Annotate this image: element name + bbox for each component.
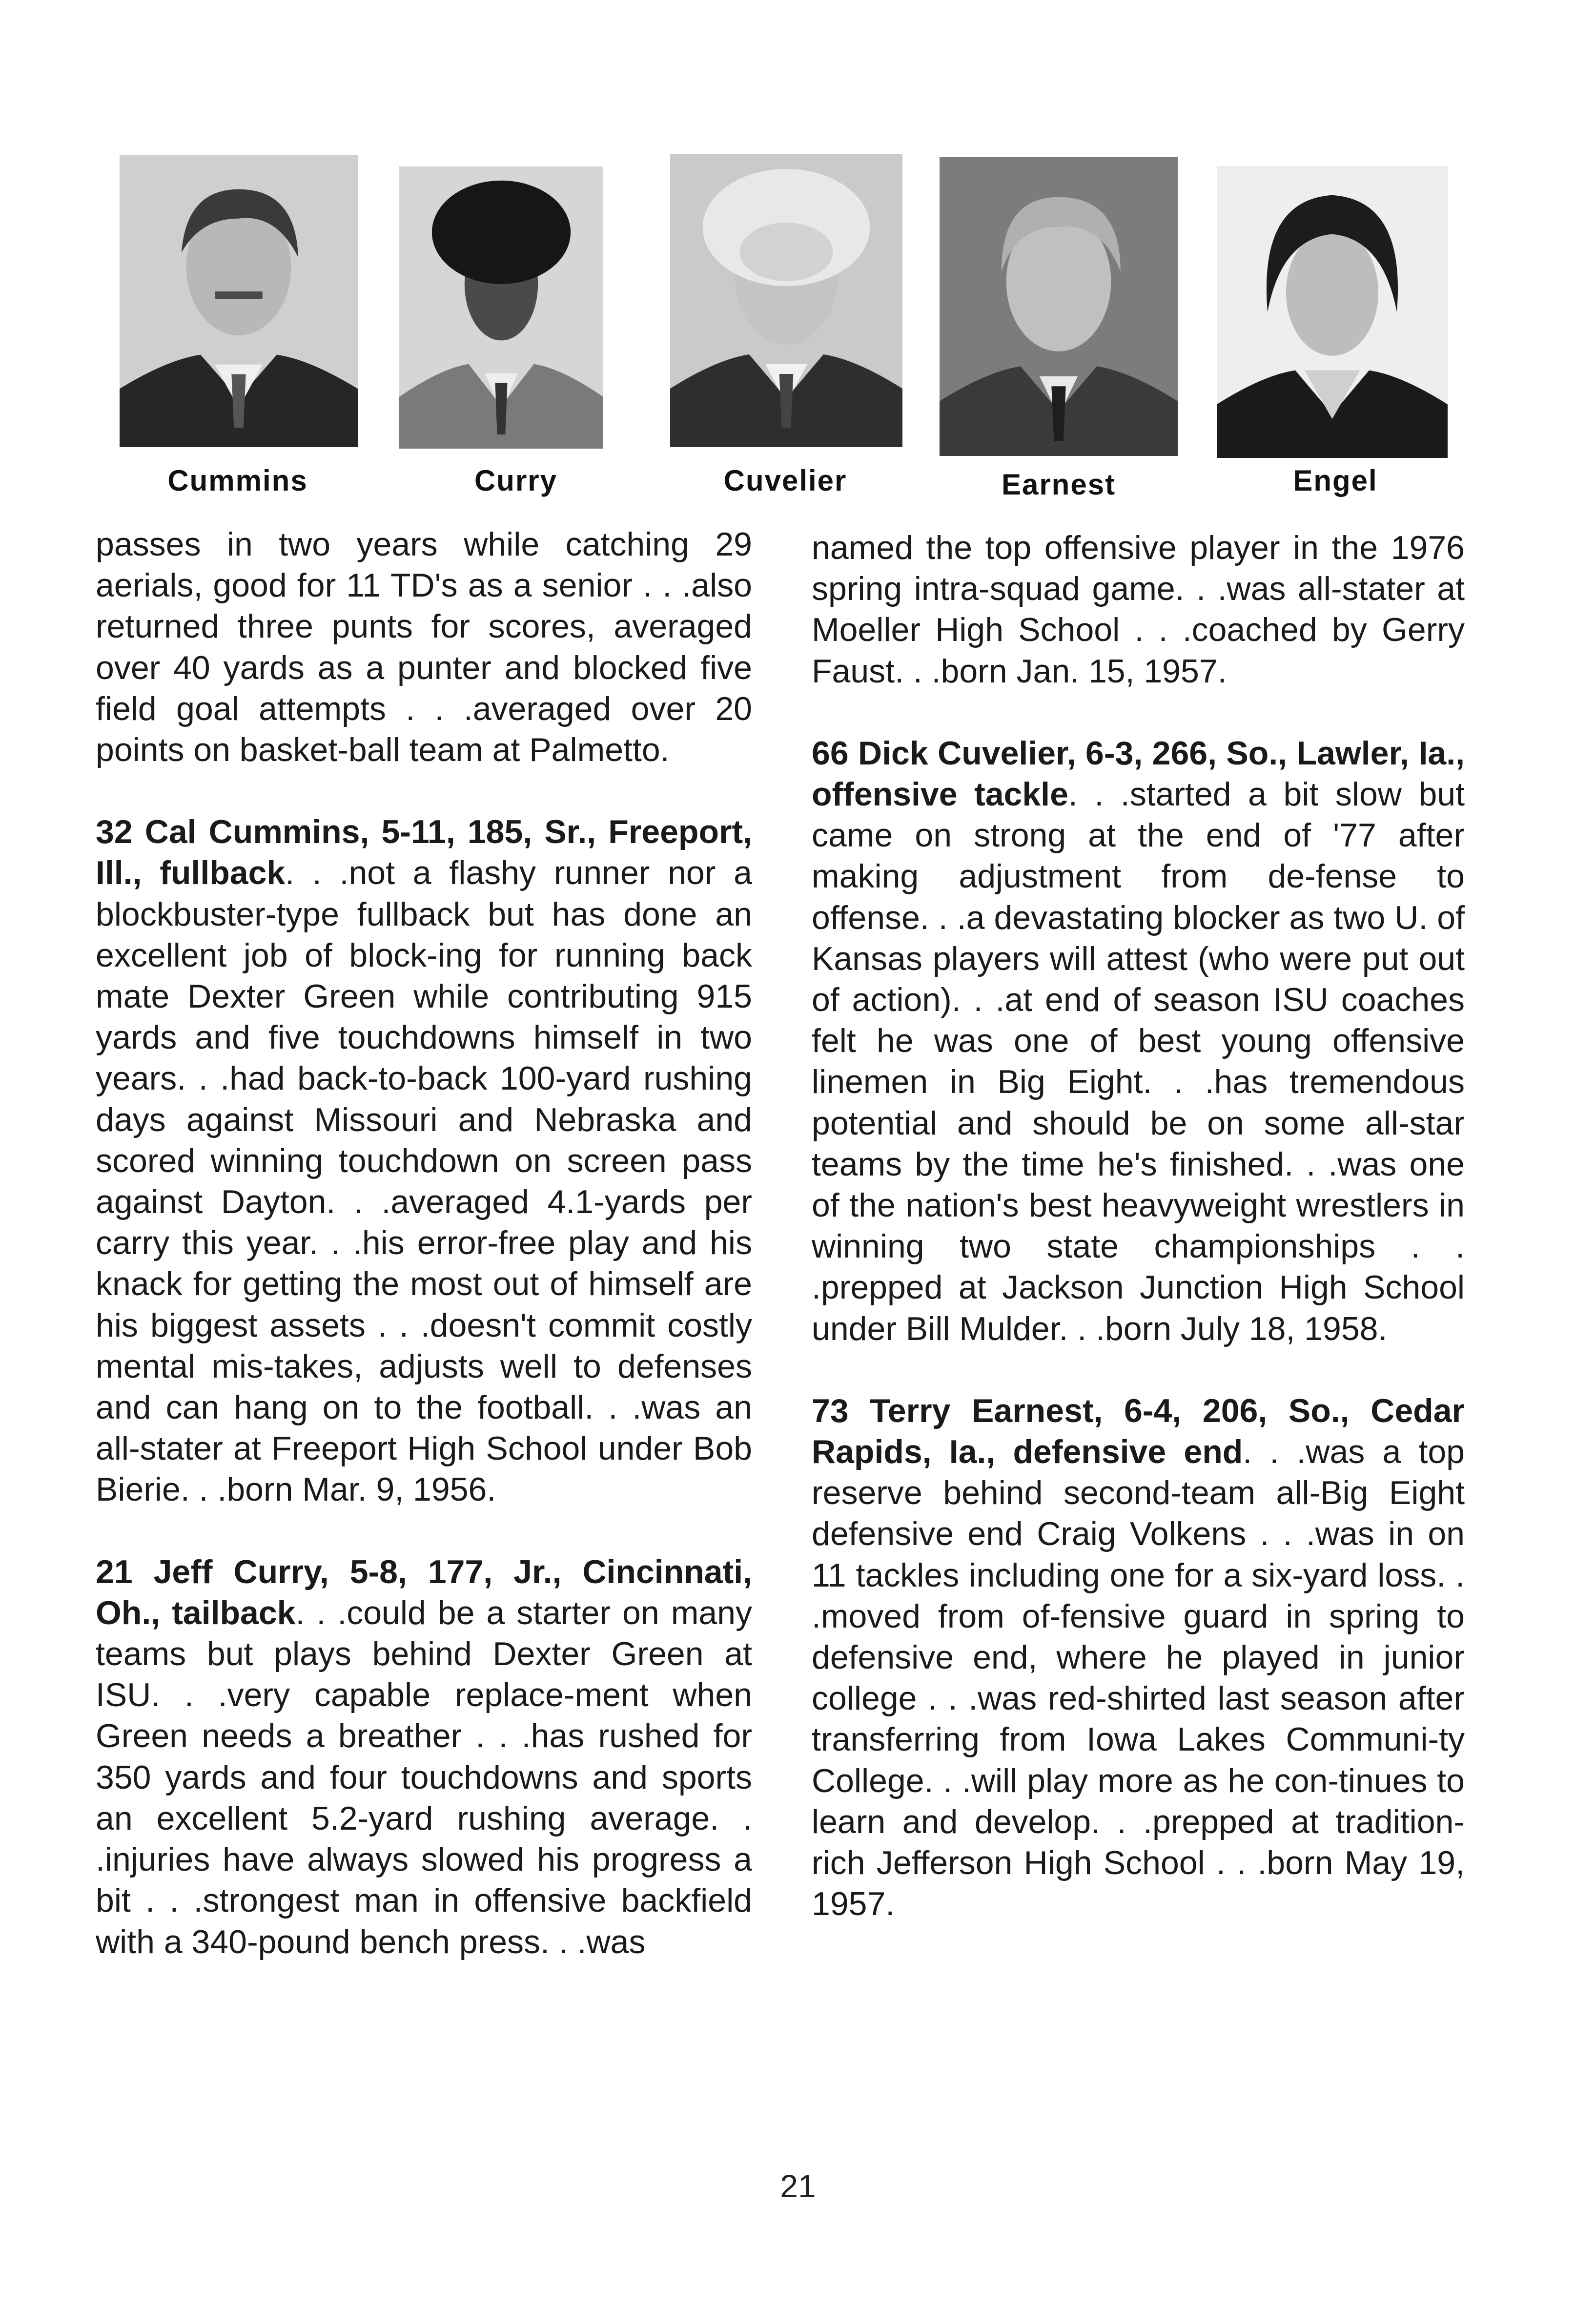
player-bio: . . .was a top reserve behind second-team all-Big Eight defensive end Craig Volkens . . .was in on 11 tackles including one for a six-yard loss. . .moved from of-fensive guard in spring to defensive end, where he played in junior college . . .was red-shirted last season after transferring from Iowa Lakes Communi-ty College. . .will play more as he con-tinues to learn and develop. . .prepped at tradition-rich Jefferson High School . . .born May 19, 1957. bbox=[812, 1433, 1465, 1923]
photo-caption-earnest: Earnest bbox=[1001, 468, 1116, 501]
portrait-image bbox=[940, 157, 1178, 456]
player-entry-curry bbox=[96, 1551, 752, 1962]
right-text-column bbox=[812, 527, 1465, 1925]
portrait-image bbox=[399, 166, 603, 449]
portrait-image bbox=[1217, 166, 1448, 458]
photo-caption-cuvelier: Cuvelier bbox=[723, 464, 847, 497]
player-bio: . . .not a flashy runner nor a blockbuster-type fullback but has done an excellent job of block-ing for running back mate Dexter Green while contributing 915 yards and five touchdowns himself in two years. . .had back-to-back 100-yard rushing days against Missouri and Nebraska and scored winning touchdown on screen pass against Dayton. . .averaged 4.1-yards per carry this year. . .his error-free play and his knack for getting the most out of himself are his biggest assets . . .doesn't commit costly mental mis-takes, adjusts well to defenses and can hang on to the football. . .was an all-stater at Freeport High School under Bob Bierie. . .born Mar. 9, 1956. bbox=[96, 854, 752, 1508]
photo-engel bbox=[1217, 166, 1448, 458]
portrait-image bbox=[120, 155, 358, 447]
photo-cummins bbox=[120, 155, 358, 447]
player-bio: . . .could be a starter on many teams but plays behind Dexter Green at ISU. . .very capable replace-ment when Green needs a breather . . .has rushed for 350 yards and four touchdowns and sports an excellent 5.2-yard rushing average. . .injuries have always slowed his progress a bit . . .strongest man in offensive backfield with a 340-pound bench press. . .was bbox=[96, 1594, 752, 1960]
continued-paragraph: passes in two years while catching 29 aerials, good for 11 TD's as a senior . . .also returned three punts for scores, averaged over 40 yards as a punter and blocked five field goal attempts . . .averaged over 20 points on basket-ball team at Palmetto. bbox=[96, 526, 752, 769]
page-number: 21 bbox=[780, 2168, 816, 2204]
photo-curry bbox=[399, 166, 603, 449]
photo-caption-cummins: Cummins bbox=[167, 464, 308, 497]
photo-earnest bbox=[940, 157, 1178, 456]
photo-caption-engel: Engel bbox=[1293, 464, 1378, 497]
player-bio: . . .started a bit slow but came on strong at the end of '77 after making adjustment from de-fense to offense. . .a devastating blocker as two U. of Kansas players will attest (who were put out of action). . .at end of season ISU coaches felt he was one of best young offensive linemen in Big Eight. . .has tremendous potential and should be on some all-star teams by the time he's finished. . .was one of the nation's best heavyweight wrestlers in winning two state championships . . .prepped at Jackson Junction High School under Bill Mulder. . .born July 18, 1958. bbox=[812, 776, 1465, 1347]
photo-cuvelier bbox=[670, 154, 902, 447]
player-heading: 66 Dick Cuvelier, 6-3, 266, So., Lawler, Ia., offensive tackle bbox=[812, 734, 1465, 813]
left-text-column bbox=[96, 524, 752, 1962]
player-heading: 21 Jeff Curry, 5-8, 177, Jr., Cincinnati, Oh., tailback bbox=[96, 1553, 752, 1631]
player-entry-cummins bbox=[96, 811, 752, 1510]
photo-caption-curry: Curry bbox=[474, 464, 558, 497]
player-entry-cuvelier bbox=[812, 733, 1465, 1349]
player-entry-earnest bbox=[812, 1390, 1465, 1925]
portrait-image bbox=[670, 154, 902, 447]
player-heading: 73 Terry Earnest, 6-4, 206, So., Cedar Rapids, Ia., defensive end bbox=[812, 1392, 1465, 1471]
continued-paragraph: named the top offensive player in the 1976 spring intra-squad game. . .was all-stater at Moeller High School . . .coached by Gerry Faust. . .born Jan. 15, 1957. bbox=[812, 529, 1465, 690]
player-heading: 32 Cal Cummins, 5-11, 185, Sr., Freeport, Ill., fullback bbox=[96, 813, 752, 892]
